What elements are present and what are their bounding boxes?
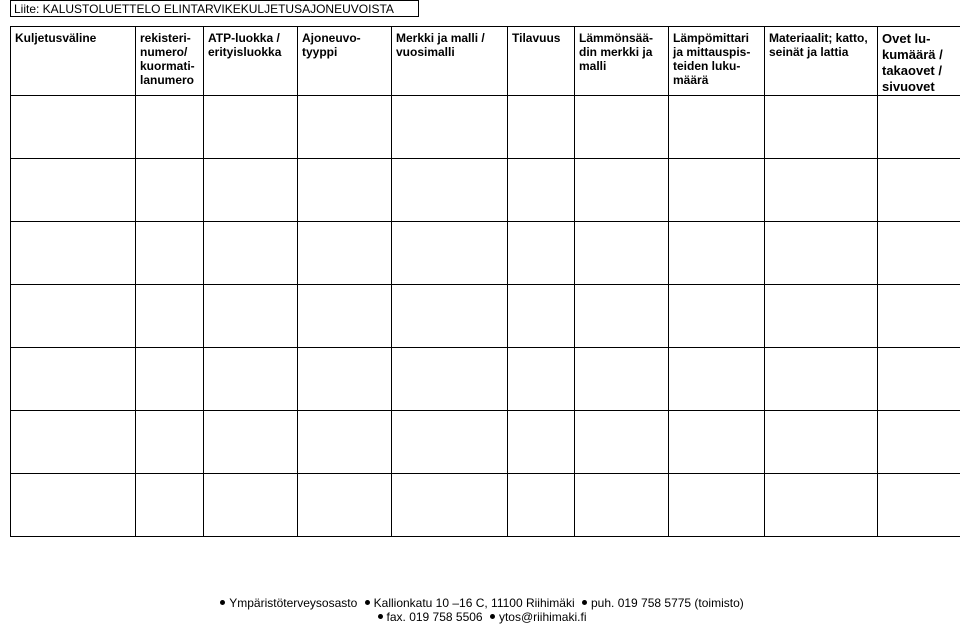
table-cell[interactable]: [298, 222, 392, 285]
table-row: [11, 348, 960, 411]
table-cell[interactable]: [508, 159, 575, 222]
column-header: Merkki ja malli / vuosimalli: [392, 27, 508, 96]
table-row: [11, 474, 960, 537]
column-header: Tilavuus: [508, 27, 575, 96]
table-cell[interactable]: [392, 285, 508, 348]
document-title: Liite: KALUSTOLUETTELO ELINTARVIKEKULJETUSAJONEUVOISTA: [10, 0, 419, 17]
table-cell[interactable]: [669, 348, 765, 411]
table-cell[interactable]: [669, 222, 765, 285]
column-header: Ovet lu- kumäärä / takaovet / sivuovet: [878, 27, 960, 96]
table-cell[interactable]: [298, 285, 392, 348]
table-cell[interactable]: [765, 411, 878, 474]
table-cell[interactable]: [136, 96, 204, 159]
table-row: [11, 96, 960, 159]
table-cell[interactable]: [11, 159, 136, 222]
table-cell[interactable]: [669, 96, 765, 159]
table-cell[interactable]: [11, 411, 136, 474]
table-cell[interactable]: [298, 474, 392, 537]
table-cell[interactable]: [878, 222, 960, 285]
bullet-icon: [365, 600, 370, 605]
table-cell[interactable]: [575, 222, 669, 285]
footer-department: Ympäristöterveysosasto: [229, 596, 358, 610]
table-row: [11, 285, 960, 348]
column-header: Lämmönsää- din merkki ja malli: [575, 27, 669, 96]
table-cell[interactable]: [392, 96, 508, 159]
table-cell[interactable]: [765, 159, 878, 222]
table-cell[interactable]: [136, 348, 204, 411]
table-cell[interactable]: [204, 474, 298, 537]
table-cell[interactable]: [392, 222, 508, 285]
table-cell[interactable]: [878, 411, 960, 474]
footer-email: ytos@riihimaki.fi: [498, 610, 587, 624]
table-cell[interactable]: [508, 96, 575, 159]
table-cell[interactable]: [11, 474, 136, 537]
table-cell[interactable]: [204, 96, 298, 159]
footer-address: Kallionkatu 10 –16 C, 11100 Riihimäki: [373, 596, 575, 610]
footer-phone: puh. 019 758 5775 (toimisto): [591, 596, 744, 610]
table-cell[interactable]: [575, 474, 669, 537]
table-cell[interactable]: [878, 348, 960, 411]
table-cell[interactable]: [878, 96, 960, 159]
table-cell[interactable]: [575, 285, 669, 348]
footer-fax: fax. 019 758 5506: [386, 610, 483, 624]
table-cell[interactable]: [765, 474, 878, 537]
table-cell[interactable]: [204, 222, 298, 285]
table-cell[interactable]: [392, 474, 508, 537]
column-header: Materiaalit; katto, seinät ja lattia: [765, 27, 878, 96]
table-cell[interactable]: [669, 159, 765, 222]
column-header: Kuljetusväline: [11, 27, 136, 96]
table-cell[interactable]: [11, 348, 136, 411]
column-header: Ajoneuvo- tyyppi: [298, 27, 392, 96]
table-cell[interactable]: [298, 348, 392, 411]
table-cell[interactable]: [136, 474, 204, 537]
bullet-icon: [378, 614, 383, 619]
table-cell[interactable]: [765, 285, 878, 348]
table-cell[interactable]: [508, 222, 575, 285]
bullet-icon: [490, 614, 495, 619]
table-cell[interactable]: [204, 348, 298, 411]
table-cell[interactable]: [575, 96, 669, 159]
table-cell[interactable]: [136, 285, 204, 348]
table-cell[interactable]: [508, 411, 575, 474]
vehicle-inventory-table: [10, 26, 960, 537]
footer-contact-line-1: [0, 596, 960, 610]
table-cell[interactable]: [765, 222, 878, 285]
table-cell[interactable]: [298, 411, 392, 474]
footer-contact-line-2: [0, 610, 960, 624]
table-row: [11, 159, 960, 222]
column-header: Lämpömittari ja mittauspis- teiden luku- määrä: [669, 27, 765, 96]
table-row: [11, 222, 960, 285]
table-cell[interactable]: [136, 159, 204, 222]
table-cell[interactable]: [204, 411, 298, 474]
table-cell[interactable]: [136, 222, 204, 285]
table-cell[interactable]: [298, 96, 392, 159]
column-header: ATP-luokka / erityisluokka: [204, 27, 298, 96]
table-cell[interactable]: [204, 285, 298, 348]
table-cell[interactable]: [508, 348, 575, 411]
table-cell[interactable]: [392, 348, 508, 411]
table-cell[interactable]: [11, 96, 136, 159]
table-cell[interactable]: [508, 474, 575, 537]
table-cell[interactable]: [136, 411, 204, 474]
table-cell[interactable]: [669, 285, 765, 348]
table-cell[interactable]: [575, 411, 669, 474]
column-header: rekisteri- numero/ kuormati- lanumero: [136, 27, 204, 96]
table-cell[interactable]: [11, 285, 136, 348]
table-cell[interactable]: [669, 474, 765, 537]
table-cell[interactable]: [298, 159, 392, 222]
table-cell[interactable]: [11, 222, 136, 285]
bullet-icon: [582, 600, 587, 605]
table-cell[interactable]: [878, 474, 960, 537]
table-cell[interactable]: [765, 348, 878, 411]
table-row: [11, 411, 960, 474]
table-cell[interactable]: [575, 348, 669, 411]
table-cell[interactable]: [669, 411, 765, 474]
table-cell[interactable]: [392, 411, 508, 474]
bullet-icon: [220, 600, 225, 605]
table-cell[interactable]: [878, 159, 960, 222]
table-cell[interactable]: [508, 285, 575, 348]
table-cell[interactable]: [765, 96, 878, 159]
table-cell[interactable]: [204, 159, 298, 222]
table-cell[interactable]: [878, 285, 960, 348]
header-row: [11, 27, 960, 96]
table-cell[interactable]: [575, 159, 669, 222]
table-cell[interactable]: [392, 159, 508, 222]
